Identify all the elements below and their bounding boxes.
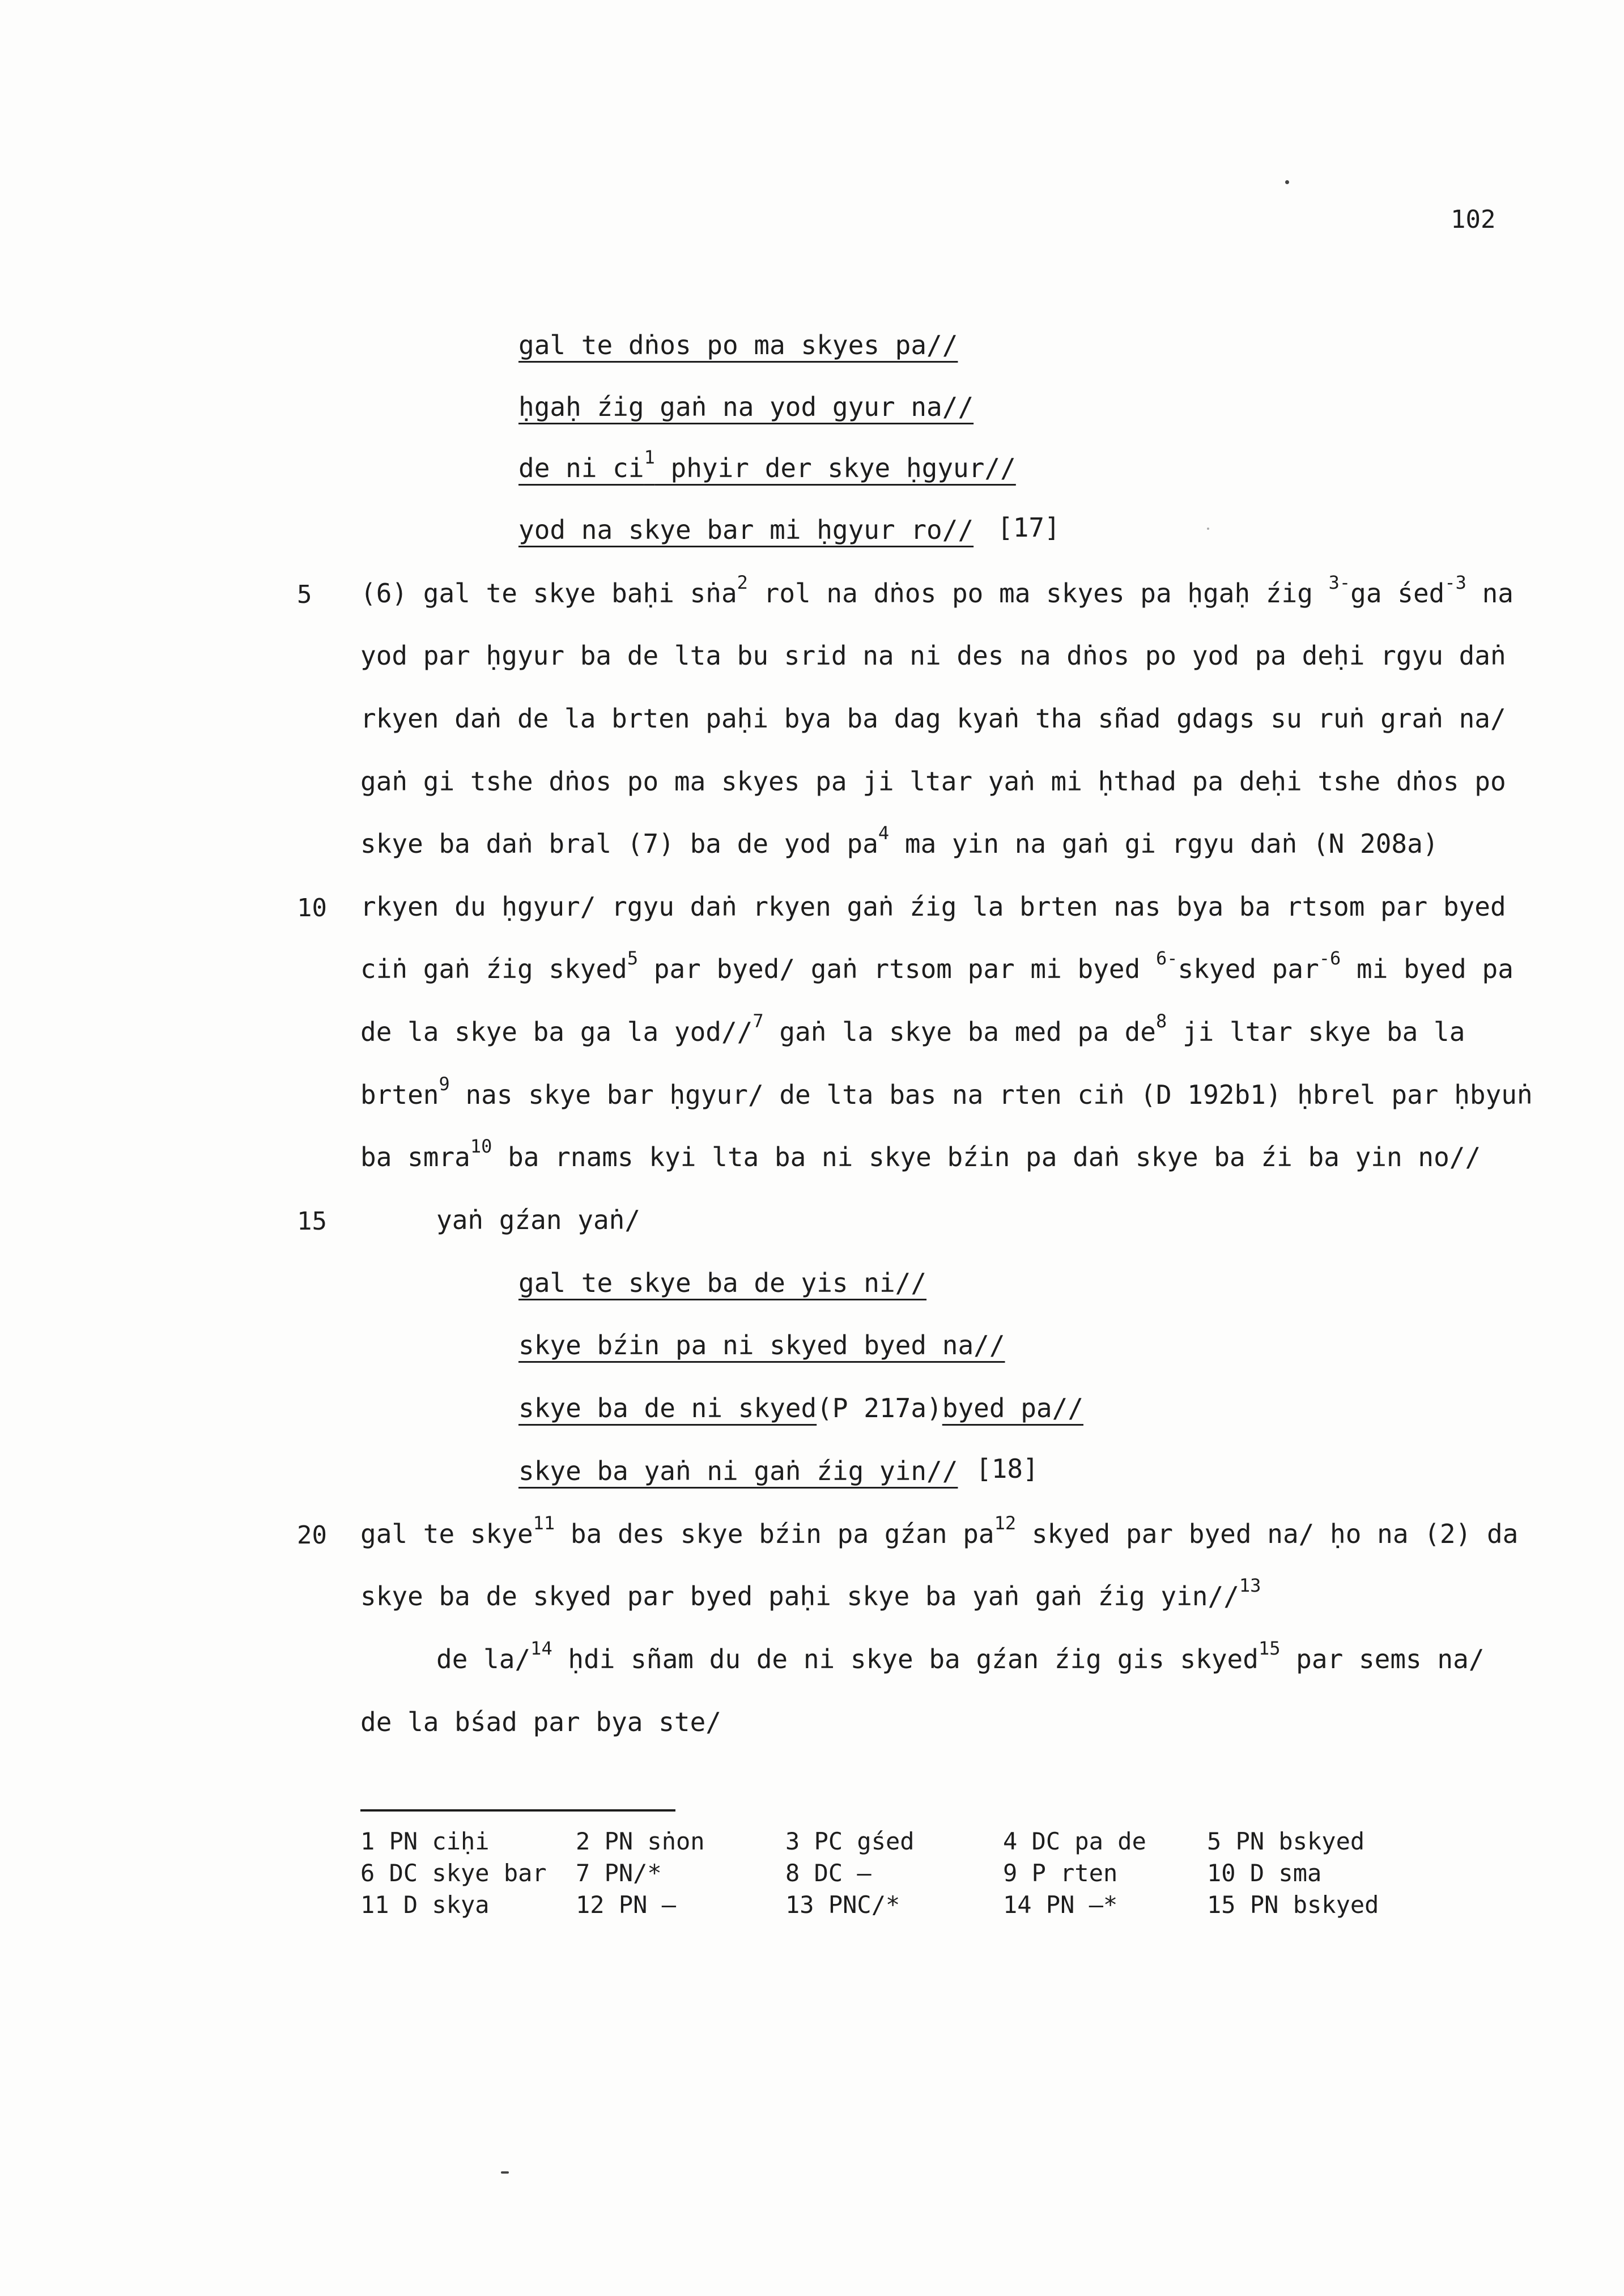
text-segment: gal te skye bbox=[360, 1519, 533, 1549]
footnote-marker: 12 bbox=[994, 1512, 1017, 1534]
footnote-marker: 11 bbox=[533, 1512, 555, 1534]
footnote-entry: 10 D sma bbox=[1207, 1859, 1322, 1887]
verse-line bbox=[518, 447, 1016, 483]
footnote-entry: 12 PN — bbox=[576, 1891, 677, 1919]
text-segment: (6) gal te skye baḥi sṅa bbox=[360, 578, 737, 609]
text-segment: gaṅ gi tshe dṅos po ma skyes pa ji ltar yaṅ mi ḥthad pa deḥi tshe dṅos po bbox=[360, 766, 1506, 797]
text-segment: ji ltar skye ba la bbox=[1167, 1017, 1465, 1047]
text-line bbox=[360, 572, 1514, 609]
line-number: 10 bbox=[297, 894, 327, 922]
footnote-marker: -3 bbox=[1444, 572, 1466, 593]
footnote-marker: 13 bbox=[1239, 1575, 1261, 1596]
text-segment: ḥdi sñam du de ni skye ba gźan źig gis skyed bbox=[552, 1644, 1259, 1674]
verse-line bbox=[518, 1332, 1005, 1358]
verse-line bbox=[518, 1395, 1083, 1421]
verse-line bbox=[518, 1270, 926, 1296]
footnote-entry: 15 PN bskyed bbox=[1207, 1891, 1379, 1919]
inline-reference: (P 217a) bbox=[817, 1393, 942, 1423]
footnote-entry: 14 PN —* bbox=[1003, 1891, 1118, 1919]
line-number: 15 bbox=[297, 1207, 327, 1236]
footnote-marker: 3- bbox=[1328, 572, 1351, 593]
footnote-entry: 13 PNC/* bbox=[785, 1891, 900, 1919]
footnote-marker: 9 bbox=[439, 1073, 450, 1095]
text-segment: na bbox=[1466, 578, 1514, 609]
text-segment: ba smra bbox=[360, 1142, 470, 1172]
scan-speck bbox=[1207, 528, 1209, 530]
footnote-entry: 11 D skya bbox=[360, 1891, 490, 1919]
verse-line bbox=[518, 1458, 958, 1484]
text-segment: rkyen du ḥgyur/ rgyu daṅ rkyen gaṅ źig la brten nas bya ba rtsom par byed bbox=[360, 891, 1506, 922]
footnote-entry: 3 PC gśed bbox=[785, 1827, 915, 1855]
footnote-entry: 6 DC skye bar bbox=[360, 1859, 547, 1887]
footnote-entry: 1 PN ciḥi bbox=[360, 1827, 490, 1855]
footnote-marker: 1 bbox=[644, 447, 655, 468]
scan-speck bbox=[1285, 180, 1289, 184]
text-segment: skyed par byed na/ ḥo na (2) da bbox=[1016, 1519, 1519, 1549]
text-segment: rol na dṅos po ma skyes pa ḥgaḥ źig bbox=[747, 578, 1329, 609]
text-segment: yaṅ gźan yaṅ/ bbox=[436, 1205, 641, 1235]
line-number: 5 bbox=[297, 580, 312, 609]
text-line bbox=[360, 822, 1439, 859]
text-line bbox=[360, 766, 1506, 797]
footnote-marker: 6- bbox=[1156, 947, 1178, 969]
text-line bbox=[360, 1010, 1465, 1047]
verse-reference: [18] bbox=[976, 1453, 1039, 1484]
text-line bbox=[360, 705, 1506, 732]
footnote-marker: 5 bbox=[627, 947, 639, 969]
text-segment: ḥgaḥ źig gaṅ na yod gyur na// bbox=[518, 392, 974, 422]
text-segment: byed pa// bbox=[942, 1393, 1084, 1423]
text-segment: skye ba de ni skyed bbox=[518, 1393, 817, 1423]
text-line bbox=[360, 891, 1506, 922]
text-segment: par sems na/ bbox=[1280, 1644, 1485, 1674]
verse-line bbox=[518, 517, 973, 543]
text-segment: skye ba daṅ bral (7) ba de yod pa bbox=[360, 828, 878, 859]
text-segment: brten bbox=[360, 1079, 439, 1110]
footnote-separator bbox=[360, 1809, 675, 1812]
text-segment: skye ba de skyed par byed paḥi skye ba yaṅ gaṅ źig yin// bbox=[360, 1581, 1239, 1612]
text-segment: de la bśad par bya ste/ bbox=[360, 1707, 721, 1737]
footnote-marker: 8 bbox=[1155, 1010, 1167, 1032]
text-line bbox=[360, 1575, 1261, 1612]
footnote-entry: 4 DC pa de bbox=[1003, 1827, 1146, 1855]
text-segment: yod na skye bar mi ḥgyur ro// bbox=[518, 515, 974, 545]
text-segment: de ni ci bbox=[518, 453, 644, 483]
footnote-entry: 8 DC — bbox=[785, 1859, 871, 1887]
footnote-marker: 4 bbox=[878, 822, 890, 844]
text-segment: yod par ḥgyur ba de lta bu srid na ni des na dṅos po yod pa deḥi rgyu daṅ bbox=[360, 640, 1506, 671]
text-segment: de la skye ba ga la yod// bbox=[360, 1017, 753, 1047]
line-number: 20 bbox=[297, 1521, 327, 1550]
text-segment: rkyen daṅ de la brten paḥi bya ba dag kyaṅ tha sñad gdags su ruṅ graṅ na/ bbox=[360, 703, 1506, 734]
text-segment: par byed/ gaṅ rtsom par mi byed bbox=[638, 954, 1156, 984]
text-segment: gal te skye ba de yis ni// bbox=[518, 1268, 927, 1298]
text-line bbox=[360, 640, 1506, 671]
text-segment: ga śed bbox=[1350, 578, 1445, 609]
verse-reference: [17] bbox=[997, 512, 1060, 543]
text-segment: ba rnams kyi lta ba ni skye bźin pa daṅ skye ba źi ba yin no// bbox=[492, 1142, 1481, 1172]
verse-line bbox=[518, 332, 958, 358]
text-segment: phyir der skye ḥgyur// bbox=[654, 453, 1016, 483]
text-segment: skyed par bbox=[1177, 954, 1319, 984]
text-line bbox=[360, 1073, 1533, 1110]
scan-speck bbox=[501, 2171, 509, 2174]
footnote-entry: 9 P rten bbox=[1003, 1859, 1118, 1887]
text-segment: gaṅ la skye ba med pa de bbox=[763, 1017, 1156, 1047]
text-segment: ba des skye bźin pa gźan pa bbox=[555, 1519, 994, 1549]
footnote-entry: 7 PN/* bbox=[576, 1859, 662, 1887]
text-segment: gal te dṅos po ma skyes pa// bbox=[518, 330, 958, 360]
text-line bbox=[360, 1709, 721, 1735]
footnote-marker: 7 bbox=[753, 1010, 764, 1032]
text-segment: mi byed pa bbox=[1341, 954, 1514, 984]
text-segment: ma yin na gaṅ gi rgyu daṅ (N 208a) bbox=[889, 828, 1439, 859]
text-line bbox=[436, 1207, 640, 1233]
text-segment: ciṅ gaṅ źig skyed bbox=[360, 954, 627, 984]
verse-line bbox=[518, 394, 973, 420]
text-line bbox=[360, 1136, 1481, 1172]
text-segment: skye ba yaṅ ni gaṅ źig yin// bbox=[518, 1456, 958, 1486]
text-line bbox=[436, 1638, 1485, 1674]
page-number: 102 bbox=[1451, 205, 1496, 234]
footnote-marker: 14 bbox=[530, 1638, 552, 1659]
text-segment: de la/ bbox=[436, 1644, 531, 1674]
text-segment: skye bźin pa ni skyed byed na// bbox=[518, 1330, 1005, 1360]
text-line bbox=[360, 947, 1514, 984]
footnote-marker: 15 bbox=[1258, 1638, 1281, 1659]
footnote-marker: 2 bbox=[737, 572, 748, 593]
footnote-entry: 5 PN bskyed bbox=[1207, 1827, 1365, 1855]
footnote-marker: 10 bbox=[470, 1136, 492, 1157]
text-segment: nas skye bar ḥgyur/ de lta bas na rten ciṅ (D 192b1) ḥbrel par ḥbyuṅ bbox=[449, 1079, 1533, 1110]
text-line bbox=[360, 1512, 1519, 1549]
footnote-entry: 2 PN sṅon bbox=[576, 1827, 705, 1855]
footnote-marker: -6 bbox=[1319, 947, 1341, 969]
